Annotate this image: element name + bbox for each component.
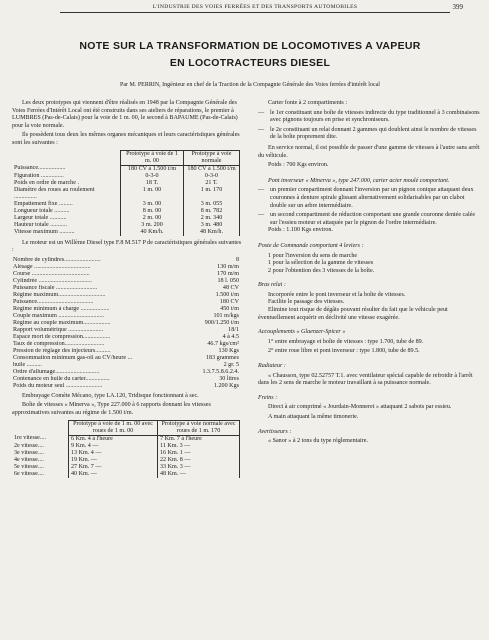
motor-intro: Le moteur est un Willème Diesel type F.8 M.517 P de caractéristiques générales suivantes :	[12, 239, 242, 254]
table1-value-1: 180 CV à 1.500 t/m	[121, 165, 184, 173]
spec-label: Cylindrée ...................................	[13, 277, 92, 284]
table2-value-1: 27 Km. 7 —	[69, 464, 158, 471]
poste-item-3: 2 pour l'obtention des 3 vitesses de la boîte.	[268, 267, 375, 274]
poste-item-1: 1 pour l'inversion du sens de marche	[268, 252, 358, 259]
spec-value: 900/1.250 t/m	[204, 319, 239, 326]
table1-value-1: 18 T.	[121, 180, 184, 187]
dash-item-1: — le 1er constituant une boîte de vitesses indirecte du type traditionnel à 3 combinaisons avec pignons toujours en prise et synchroniseurs.	[258, 109, 480, 124]
spec-value: 101 m/kgs	[213, 312, 239, 319]
radiateur-title: Radiateur :	[258, 363, 286, 370]
table2-label: 1re vitesse....	[14, 435, 46, 442]
table1-value-2: 3 m. 055	[184, 201, 240, 208]
carter-line: Carter fonte à 2 compartiments :	[268, 100, 348, 106]
table1-label: Poids en ordre de marche .	[14, 179, 79, 186]
spec-value: 130 m/m	[217, 263, 239, 270]
spec-value: 2 gr. 5	[223, 361, 239, 368]
table2-value-1: 6 Km. 4 à l'heure	[69, 435, 158, 443]
table1-label: Diamètre des roues au roulement ...............	[14, 186, 95, 200]
freins-title: Freins :	[258, 394, 278, 401]
radiateur-text: « Chausson, type 02.52757 T.1. avec ventilateur spécial capable de refroidir à l'arrêt dans les 2 sens de marche le moteur travaillant à sa puissance normale.	[258, 372, 473, 387]
spec-row	[12, 292, 240, 299]
spec-row	[12, 271, 240, 278]
table2-row	[12, 471, 240, 478]
table2-label: 2e vitesse....	[14, 442, 44, 449]
table2-label: 5e vitesse....	[14, 463, 44, 470]
dash-item-2: — le 2e constituant un relai donnant 2 gammes qui doublent ainsi le nombre de vitesses de la boîte proprement dite.	[258, 127, 480, 142]
spec-value: 130 Kgs	[218, 347, 239, 354]
spec-value: 46.7 kgs/cm²	[207, 340, 239, 347]
left-column	[12, 100, 242, 478]
speeds-table	[12, 420, 240, 478]
byline: Par M. PERRIN, Ingénieur en chef de la Traction de la Compagnie Générale des Voies ferrées d'intérêt local	[120, 82, 380, 88]
accouplements-title: Accouplements « Glaenzer-Spicer »	[258, 329, 346, 336]
table2-row	[12, 435, 240, 443]
spec-label: Puissance fiscale ...........................	[13, 284, 98, 291]
table1-row	[12, 201, 240, 208]
bras-line-2: Facilite le passage des vitesses.	[268, 299, 345, 306]
spec-label: Puissance.....................................	[13, 298, 94, 305]
table1-value-1: 40 Km/h.	[121, 229, 184, 236]
spec-label: Ordre d'allumage.............................	[13, 368, 100, 375]
table1-row	[12, 165, 240, 173]
accouplement-1: 1° entre embrayage et boîte de vitesses : type 1.700, tube de 89.	[268, 338, 424, 345]
dash-item-2-text: le 2e constituant un relai donnant 2 gammes qui doublent ainsi le nombre de vitesses de la boîte proprement dite.	[270, 126, 477, 141]
table1-label: Puissance..................	[14, 165, 66, 172]
table2-value-1: 9 Km. 4 —	[69, 443, 158, 450]
spec-label: Espace mort de compression..................	[13, 333, 111, 340]
spec-row	[12, 257, 240, 264]
service-paragraph: En service normal, il est possible de passer d'une gamme de vitesses à l'autre sans arrêt du véhicule.	[258, 144, 480, 159]
spec-value: 1.200 Kgs	[213, 382, 239, 389]
spec-row	[12, 341, 240, 348]
embrayage-paragraph: Embrayage Comète Mécano, type LA.120, Tridisque fonctionnant à sec.	[22, 392, 199, 399]
table2-value-2: 7 Km. 7 à l'heure	[158, 435, 240, 443]
spec-label: Rapport volumétrique .......................	[13, 326, 104, 333]
table1-value-2: 3 m. 480	[184, 222, 240, 229]
spec-row	[12, 362, 240, 369]
characteristics-table	[12, 150, 240, 236]
table1-row	[12, 208, 240, 215]
bras-line-1: Incorporée entre le pont inverseur et la boîte de vitesses.	[268, 291, 406, 298]
spec-label: Couple maximum ..............................	[13, 312, 105, 319]
spec-label: Poids du moteur seul ........................	[13, 382, 103, 389]
intro-paragraph-2: Ils possèdent tous deux les mêmes organes mécaniques et leurs caractéristiques générales sont les suivantes :	[12, 132, 240, 146]
right-column	[258, 100, 480, 448]
spec-label: Régime maximum...............................	[13, 291, 106, 298]
table2-row	[12, 457, 240, 464]
avertisseurs-title: Avertisseurs :	[258, 428, 292, 435]
boite-paragraph: Boîte de vitesses « Minerva », Type 227.000 à 6 rapports donnant les vitesses approximatives suivantes au régime de 1.500 t/m.	[12, 402, 211, 416]
spec-label: Pression de réglage des injecteurs..........	[13, 347, 111, 354]
table2-row	[12, 464, 240, 471]
table2-value-2: 33 Km. 3 —	[158, 464, 240, 471]
spec-row	[12, 334, 240, 341]
spec-value: 183 grammes	[205, 354, 239, 361]
dash-item-3-text: un premier compartiment donnant l'inversion par un pignon conique attaquant deux couronnes à denture spirale glissant alternativement solidarisables par un clabot double sur un arbre intermédiaire.	[270, 187, 474, 209]
table2-label: 4e vitesse....	[14, 456, 44, 463]
table1-value-1: 3 m. 00	[121, 201, 184, 208]
table2-label: 3e vitesse....	[14, 449, 44, 456]
boite-weight: Poids : 700 Kgs environ.	[268, 162, 329, 169]
table2-row	[12, 450, 240, 457]
spec-label: huile ..........	[13, 361, 42, 368]
poste-title: Poste de Commande comportant 4 leviers :	[258, 242, 364, 249]
table1-value-2: 1 m. 170	[184, 187, 240, 201]
spec-row	[12, 369, 240, 376]
spec-value: 18/1	[228, 326, 239, 333]
spec-value: 450 t/m	[220, 305, 239, 312]
spec-row	[12, 355, 240, 362]
table2-value-1: 40 Km. —	[69, 471, 158, 478]
table1-row	[12, 180, 240, 187]
table2-value-2: 16 Km. 1 —	[158, 450, 240, 457]
table2-head-1: Prototype à voie de 1 m. 00 avec roues de 1 m. 00	[69, 420, 158, 435]
spec-value: 8	[235, 256, 239, 263]
spec-value: 1.3.7.5.8.6.2.4.	[202, 368, 239, 375]
table1-head-1: Prototype à voie de 1 m. 00	[121, 150, 184, 165]
table2-value-2: 22 Km. 8 —	[158, 457, 240, 464]
table2-head-2: Prototype à voie normale avec roues de 1 m. 170	[158, 420, 240, 435]
table1-value-1: 0-3-0	[121, 173, 184, 180]
table1-value-2: 48 Km/h.	[184, 229, 240, 236]
table1-row	[12, 187, 240, 201]
table1-value-2: 0-3-0	[184, 173, 240, 180]
table1-label: Vitesse maximum ..........	[14, 228, 75, 235]
table1-label: Empattement fixe .........	[14, 200, 73, 207]
pont-paragraph: Pont inverseur « Minerva », type 247.000, carter acier moulé comportant.	[268, 177, 450, 184]
spec-value: 18 l. 050	[217, 277, 239, 284]
header-rule	[60, 12, 450, 13]
spec-row	[12, 306, 240, 313]
table1-value-2: 21 T.	[184, 180, 240, 187]
spec-label: Régime au couple maximum..................	[13, 319, 111, 326]
table2-row	[12, 443, 240, 450]
spec-row	[12, 313, 240, 320]
bras-title: Bras relai :	[258, 282, 286, 289]
table1-label: Figuration ...............	[14, 172, 64, 179]
spec-label: Alésage .....................................	[13, 263, 91, 270]
page-number: 399	[452, 3, 463, 11]
spec-row	[12, 299, 240, 306]
table1-value-1: 3 m. 200	[121, 222, 184, 229]
spec-row	[12, 348, 240, 355]
freins-line-2: A main attaquant la même timonerie.	[268, 414, 359, 420]
spec-value: 1.500 t/m	[215, 291, 239, 298]
table2-value-2: 48 Km. —	[158, 471, 240, 478]
table1-head-2: Prototype à voie normale	[184, 150, 240, 165]
spec-value: 48 CV	[222, 284, 239, 291]
dash-item-4: — un second compartiment de réduction comportant une grande couronne dentée calée sur l'essieu moteur et attaquée par le pignon de l'ordre intermédiaire.	[258, 212, 480, 227]
spec-label: Course ......................................	[13, 270, 90, 277]
table1-row	[12, 215, 240, 222]
intro-paragraph-1: Les deux prototypes qui viennent d'être réalisés en 1948 par la Compagnie Générale des Voies Ferrées d'Intérêt Local ont été construits dans ses ateliers de réparations, le premier à LUMBRES (Pas-de-Calais) pour la voie de 1 m. 00, le second à BAPAUME (Pas-de-Calais) pour la voie normale.	[12, 100, 238, 129]
table2-value-1: 19 Km. —	[69, 457, 158, 464]
poste-item-2: 1 pour la sélection de la gamme de vitesses	[268, 260, 374, 267]
spec-row	[12, 383, 240, 390]
table1-label: Hauteur totale ...........	[14, 221, 67, 228]
spec-row	[12, 285, 240, 292]
table1-value-2: 180 CV à 1.500 t/m	[184, 165, 240, 173]
spec-value: 180 CV	[219, 298, 239, 305]
dash-item-1-text: le 1er constituant une boîte de vitesses indirecte du type traditionnel à 3 combinaisons avec pignons toujours en prise et synchroniseurs.	[270, 109, 480, 124]
article-title-line2: EN LOCOTRACTEURS DIESEL	[169, 57, 331, 69]
spec-label: Contenance en huile du carter................	[13, 375, 110, 382]
spec-label: Taux de compression..........................	[13, 340, 105, 347]
table1-value-2: 8 m. 782	[184, 208, 240, 215]
table1-label: Largeur totale ...........	[14, 214, 67, 221]
spec-value: 30 litres	[219, 375, 239, 382]
accouplement-2: 2° entre roue libre et pont inverseur : type 1.800, tube de 89.5.	[268, 348, 420, 355]
dash-item-3: — un premier compartiment donnant l'inversion par un pignon conique attaquant deux couronnes à denture spirale glissant alternativement solidarisables par un clabot double sur un arbre intermédiaire.	[258, 187, 480, 210]
spec-label: Consommation minimum gas-oil au CV/heure ...	[13, 354, 133, 361]
dash-item-4-text: un second compartiment de réduction comportant une grande couronne dentée calée sur l'essieu moteur et attaquée par le pignon de l'ordre intermédiaire.	[270, 212, 476, 226]
table1-row	[12, 229, 240, 236]
table1-value-1: 1 m. 00	[121, 187, 184, 201]
spec-label: Régime minimum à charge ...................	[13, 305, 110, 312]
freins-line-1: Direct à air comprimé « Jourdain-Monneret » attaquant 2 sabots par essieu.	[268, 404, 452, 411]
table1-row	[12, 222, 240, 229]
spec-row	[12, 376, 240, 383]
table1-label: Longueur totale ..........	[14, 207, 70, 214]
spec-row	[12, 278, 240, 285]
table1-value-1: 8 m. 00	[121, 208, 184, 215]
motor-specs-table	[12, 257, 240, 390]
table1-row	[12, 173, 240, 180]
avertisseurs-text: « Sanor » à 2 tons du type réglementaire.	[268, 438, 369, 445]
spec-value: 4 à 4.5	[222, 333, 239, 340]
spec-row	[12, 264, 240, 271]
spec-row	[12, 320, 240, 327]
spec-row	[12, 327, 240, 334]
table1-value-1: 2 m. 00	[121, 215, 184, 222]
table1-value-2: 2 m. 340	[184, 215, 240, 222]
table2-value-1: 13 Km. 4 —	[69, 450, 158, 457]
spec-label: Nombre de cylindres........................	[13, 256, 101, 263]
article-title-line1: NOTE SUR LA TRANSFORMATION DE LOCOMOTIVES A VAPEUR	[79, 40, 421, 52]
pont-weight: Poids : 1.100 Kgs environ.	[268, 227, 334, 234]
table2-value-2: 11 Km. 3 —	[158, 443, 240, 450]
spec-value: 170 m/m	[217, 270, 239, 277]
table2-label: 6e vitesse....	[14, 470, 44, 477]
running-header: L'INDUSTRIE DES VOIES FERRÉES ET DES TRANSPORTS AUTOMOBILES	[152, 4, 358, 10]
bras-line-3: Elimine tout risque de dégâts pouvant résulter du fait que le véhicule peut éventuellement acquérir en déclivité une vitesse exagérée.	[258, 307, 448, 321]
